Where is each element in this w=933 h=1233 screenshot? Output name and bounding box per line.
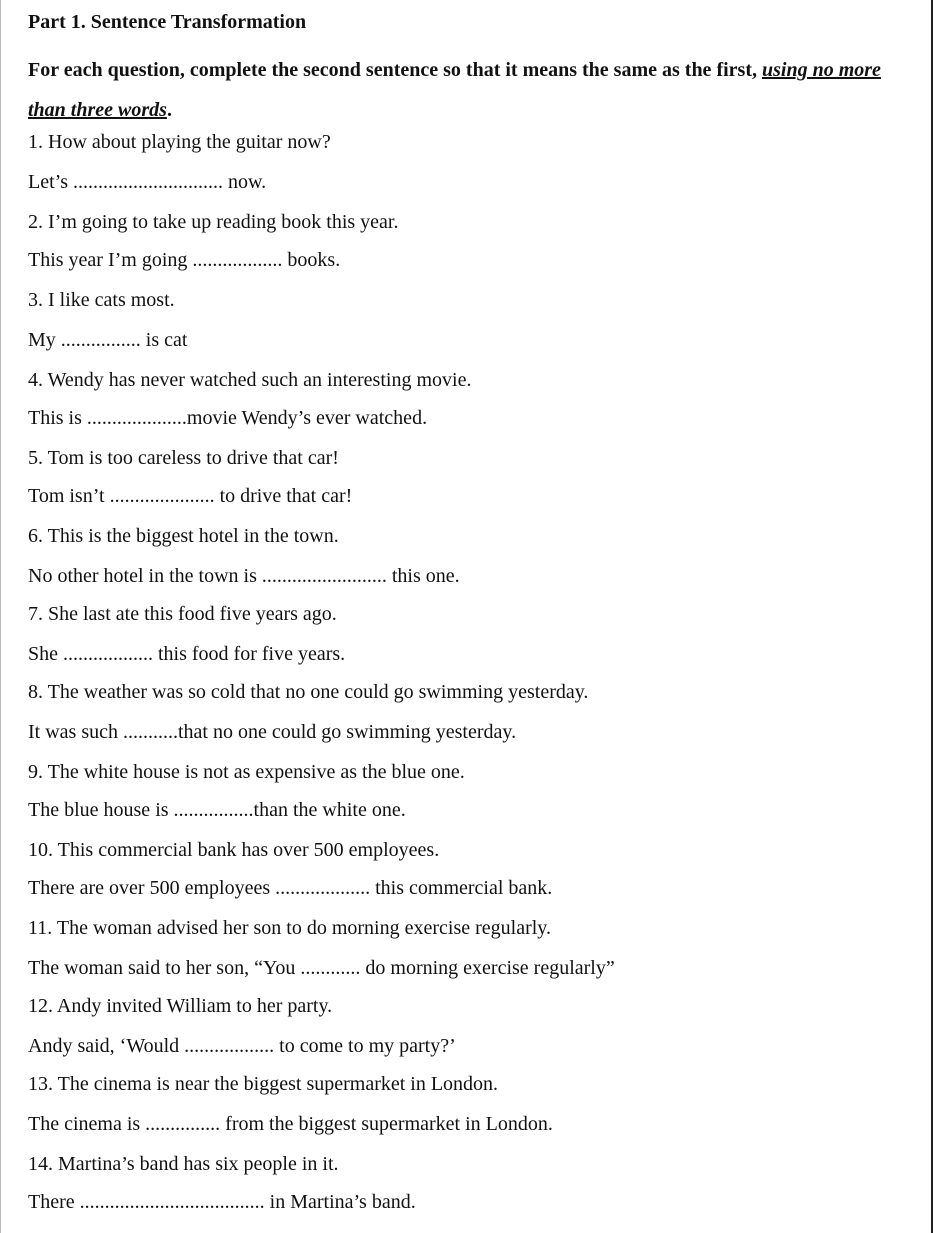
- question-12-answer: Andy said, ‘Would .................. to come to my party?’: [28, 1035, 456, 1057]
- question-6-prompt: 6. This is the biggest hotel in the town.: [28, 525, 339, 547]
- question-12-prompt: 12. Andy invited William to her party.: [28, 995, 333, 1017]
- question-3-prompt: 3. I like cats most.: [28, 289, 175, 311]
- question-13-answer: The cinema is ............... from the biggest supermarket in London.: [28, 1113, 553, 1135]
- question-11-answer: The woman said to her son, “You ............ do morning exercise regularly”: [28, 957, 615, 979]
- question-10-prompt: 10. This commercial bank has over 500 employees.: [28, 839, 440, 861]
- question-5-prompt: 5. Tom is too careless to drive that car!: [28, 447, 339, 469]
- question-2-prompt: 2. I’m going to take up reading book this year.: [28, 211, 399, 233]
- question-14-answer: There ..................................... in Martina’s band.: [28, 1191, 416, 1213]
- question-1-prompt: 1. How about playing the guitar now?: [28, 131, 331, 153]
- question-7-answer: She .................. this food for five years.: [28, 643, 346, 665]
- question-4-answer: This is ....................movie Wendy’s ever watched.: [28, 407, 428, 429]
- question-8-answer: It was such ...........that no one could go swimming yesterday.: [28, 721, 517, 743]
- question-3-answer: My ................ is cat: [28, 329, 188, 351]
- question-13-prompt: 13. The cinema is near the biggest supermarket in London.: [28, 1073, 499, 1095]
- instructions-text: For each question, complete the second sentence so that it means the same as the first,: [28, 59, 762, 81]
- question-9-prompt: 9. The white house is not as expensive as the blue one.: [28, 761, 465, 783]
- question-6-answer: No other hotel in the town is ......................... this one.: [28, 565, 460, 587]
- instructions-emphasis: using no more than three words: [28, 59, 881, 121]
- question-5-answer: Tom isn’t ..................... to drive that car!: [28, 485, 353, 507]
- question-1-answer: Let’s .............................. now.: [28, 171, 267, 193]
- question-10-answer: There are over 500 employees ................... this commercial bank.: [28, 877, 553, 899]
- question-7-prompt: 7. She last ate this food five years ago.: [28, 603, 337, 625]
- question-2-answer: This year I’m going .................. books.: [28, 249, 341, 271]
- instructions: [28, 50, 918, 130]
- instructions-end: .: [166, 99, 172, 121]
- question-11-prompt: 11. The woman advised her son to do morning exercise regularly.: [28, 917, 552, 939]
- section-title: Part 1. Sentence Transformation: [28, 11, 307, 33]
- question-8-prompt: 8. The weather was so cold that no one could go swimming yesterday.: [28, 681, 589, 703]
- question-9-answer: The blue house is ................than the white one.: [28, 799, 406, 821]
- question-4-prompt: 4. Wendy has never watched such an interesting movie.: [28, 369, 472, 391]
- question-14-prompt: 14. Martina’s band has six people in it.: [28, 1153, 339, 1175]
